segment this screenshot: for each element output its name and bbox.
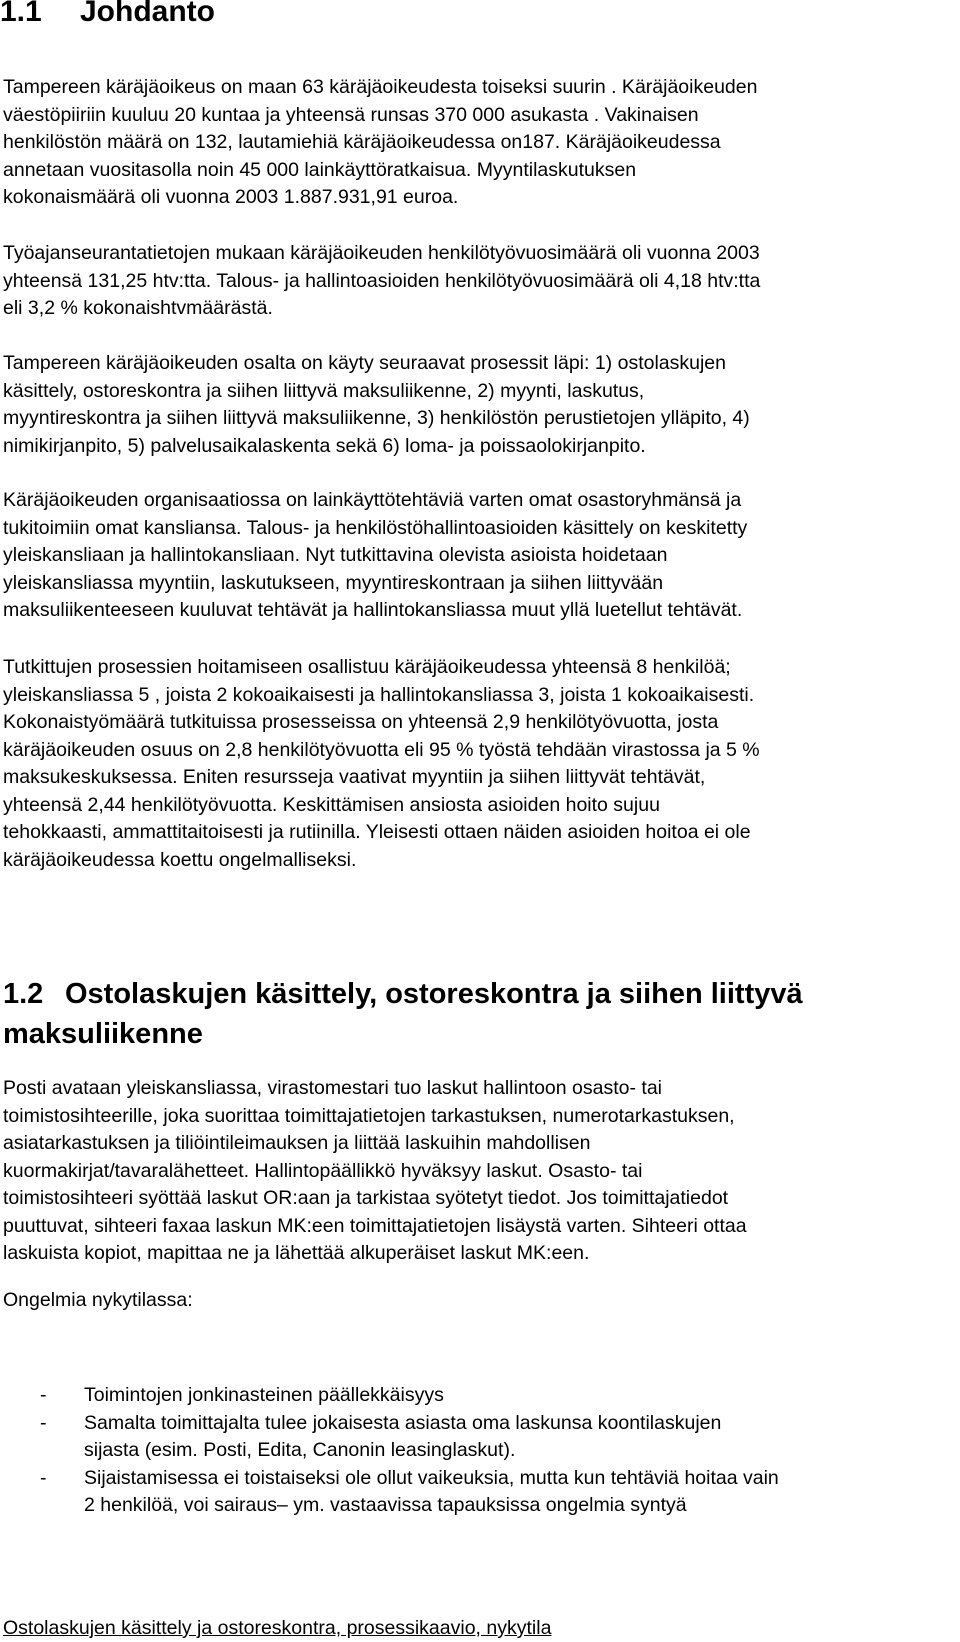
section-title-line: Ostolaskujen käsittely, ostoreskontra ja siihen liittyvä — [65, 978, 803, 1010]
section-number: 1.1 — [0, 0, 42, 28]
text-line: väestöpiiriin kuuluu 20 kuntaa ja yhteensä runsas 370 000 asukasta . Vakinaisen — [3, 103, 699, 126]
text-line: sijasta (esim. Posti, Edita, Canonin leasinglaskut). — [84, 1439, 516, 1461]
text-line: Sijaistamisessa ei toistaiseksi ole ollut vaikeuksia, mutta kun tehtäviä hoitaa vain — [84, 1466, 779, 1489]
text-line: tukitoimiin omat kansliansa. Talous- ja henkilöstöhallintoasioiden käsittely on keskitetty — [3, 516, 748, 539]
problems-list — [3, 1382, 958, 1520]
text-line: Tampereen käräjäoikeus on maan 63 käräjäoikeudesta toiseksi suurin . Käräjäoikeuden — [3, 76, 758, 98]
text-line: Ongelmia nykytilassa: — [3, 1289, 193, 1311]
text-line: annetaan vuositasolla noin 45 000 lainkäyttöratkaisua. Myyntilaskutuksen — [3, 158, 637, 181]
text-line: Käräjäoikeuden organisaatiossa on lainkäyttötehtäviä varten omat osastoryhmänsä ja — [3, 489, 742, 511]
organisation-paragraph — [3, 487, 958, 625]
text-line: Toimintojen jonkinasteinen päällekkäisyys — [84, 1384, 444, 1406]
text-line: myyntireskontra ja siihen liittyvä maksuliikenne, 3) henkilöstön perustietojen ylläpito, 4) — [3, 407, 750, 429]
text-line: toimistosihteerille, joka suorittaa toimittajatietojen tarkastuksen, numerotarkastuksen, — [3, 1104, 735, 1127]
dash-bullet: - — [40, 1384, 47, 1406]
text-line: Tutkittujen prosessien hoitamiseen osallistuu käräjäoikeudessa yhteensä 8 henkilöä; — [3, 656, 731, 678]
text-line: Samalta toimittajalta tulee jokaisesta asiasta oma laskunsa koontilaskujen — [84, 1411, 722, 1434]
text-line: käräjäoikeudessa koettu ongelmalliseksi. — [3, 848, 357, 871]
section-heading-1-2 — [3, 974, 803, 1054]
section-title-line: maksuliikenne — [3, 1018, 203, 1050]
text-line: käsittely, ostoreskontra ja siihen liittyvä maksuliikenne, 2) myynti, laskutus, — [3, 379, 645, 402]
text-line: laskuista kopiot, mapittaa ne ja lähettää alkuperäiset laskut MK:een. — [3, 1242, 590, 1264]
process-diagram-link[interactable]: Ostolaskujen käsittely ja ostoreskontra, prosessikaavio, nykytila — [3, 1617, 552, 1639]
resources-paragraph — [3, 654, 958, 874]
list-item — [3, 1465, 958, 1520]
processes-paragraph — [3, 350, 958, 460]
text-line: asiatarkastuksen ja tiliöintileimauksen ja liittää laskuihin mahdollisen — [3, 1132, 591, 1154]
text-line: Kokonaistyömäärä tutkituissa prosesseissa on yhteensä 2,9 henkilötyövuotta, josta — [3, 711, 719, 733]
text-line: yleiskansliassa myyntiin, laskutukseen, myyntireskontraan ja siihen liittyvään — [3, 571, 664, 594]
text-line: yhteensä 2,44 henkilötyövuotta. Keskittämisen ansiosta asioiden hoito sujuu — [3, 793, 660, 816]
section-number: 1.2 — [3, 978, 44, 1010]
list-item — [3, 1410, 958, 1465]
text-line: Posti avataan yleiskansliassa, virastomestari tuo laskut hallintoon osasto- tai — [3, 1077, 662, 1099]
text-line: nimikirjanpito, 5) palvelusaikalaskenta sekä 6) loma- ja poissaolokirjanpito. — [3, 434, 646, 457]
text-line: käräjäoikeuden osuus on 2,8 henkilötyövuotta eli 95 % työstä tehdään virastossa ja 5 % — [3, 738, 760, 761]
text-line: toimistosihteeri syöttää laskut OR:aan ja tarkistaa syötetyt tiedot. Jos toimittajatiedot — [3, 1187, 729, 1209]
list-item — [3, 1382, 958, 1410]
purchase-invoice-paragraph — [3, 1075, 958, 1268]
text-line: 2 henkilöä, voi sairaus– ym. vastaavissa tapauksissa ongelmia syntyä — [84, 1494, 687, 1516]
problems-heading — [3, 1287, 958, 1315]
section-title: Johdanto — [80, 0, 215, 28]
text-line: yhteensä 131,25 htv:tta. Talous- ja hallintoasioiden henkilötyövuosimäärä oli 4,18 htv:tta — [3, 269, 761, 292]
text-line: maksukeskuksessa. Eniten resursseja vaativat myyntiin ja siihen liittyvät tehtävät, — [3, 766, 706, 788]
text-line: maksuliikenteeseen kuuluvat tehtävät ja hallintokansliassa muut yllä luetellut tehtävät. — [3, 599, 743, 621]
text-line: kuormakirjat/tavaralähetteet. Hallintopäällikkö hyväksyy laskut. Osasto- tai — [3, 1159, 643, 1182]
text-line: henkilöstön määrä on 132, lautamiehiä käräjäoikeudessa on187. Käräjäoikeudessa — [3, 131, 721, 153]
text-line: yleiskansliassa 5 , joista 2 kokoaikaisesti ja hallintokansliassa 3, joista 1 kokoaikaisesti. — [3, 683, 755, 706]
section-heading-1-1 — [0, 0, 215, 30]
text-line: Tampereen käräjäoikeuden osalta on käyty seuraavat prosessit läpi: 1) ostolaskujen — [3, 352, 726, 374]
text-line: eli 3,2 % kokonaishtvmäärästä. — [3, 297, 273, 319]
intro-paragraph — [3, 74, 958, 212]
text-line: yleiskansliaan ja hallintokansliaan. Nyt tutkittavina olevista asioista hoidetaan — [3, 544, 668, 566]
text-line: Työajanseurantatietojen mukaan käräjäoikeuden henkilötyövuosimäärä oli vuonna 2003 — [3, 242, 760, 264]
text-line: puuttuvat, sihteeri faxaa laskun MK:een toimittajatietojen lisäystä varten. Sihteeri ottaa — [3, 1214, 747, 1237]
dash-bullet: - — [40, 1466, 47, 1489]
text-line: tehokkaasti, ammattitaitoisesti ja rutiinilla. Yleisesti ottaen näiden asioiden hoitoa ei ole — [3, 821, 751, 843]
workload-paragraph — [3, 240, 958, 323]
dash-bullet: - — [40, 1411, 47, 1434]
text-line: kokonaismäärä oli vuonna 2003 1.887.931,91 euroa. — [3, 186, 459, 208]
